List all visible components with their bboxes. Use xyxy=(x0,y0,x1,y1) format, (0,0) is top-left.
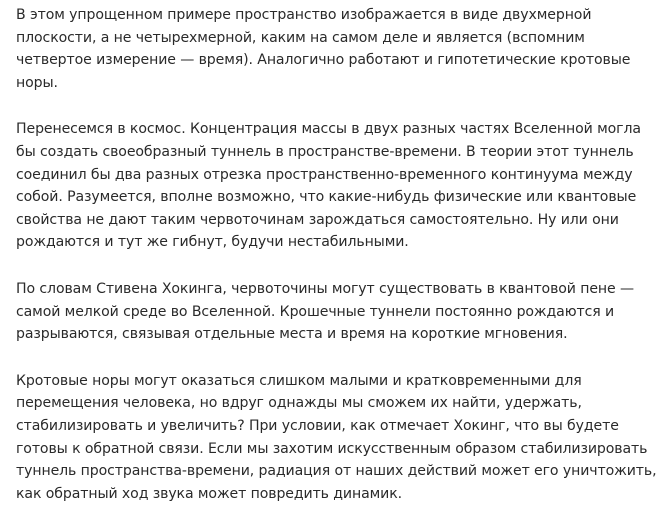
paragraph-spacetime-plane: В этом упрощенном примере пространство изображается в виде двухмерной плоскости, а не четырехмерной, каким на самом деле и является (вспомним четвертое измерение — время). Аналогично работают и гипотетические кротовые норы. xyxy=(16,7,631,91)
paragraph-hawking-quantum-foam: По словам Стивена Хокинга, червоточины могут существовать в квантовой пене — самой мелкой среде во Вселенной. Крошечные туннели постоянно рождаются и разрываются, связывая отдельные места и время на короткие мгновения. xyxy=(16,280,634,343)
paragraph-space-tunnel: Перенесемся в космос. Концентрация массы в двух разных частях Вселенной могла бы создать своеобразный туннель в пространстве-времени. В теории этот туннель соединил бы два разных отрезка пространственно-временного континуума между собой. Разумеется, вполне возможно, что какие-нибудь физические или квантовые свойства не дают таким червоточинам зарождаться самостоятельно. Ну или они рождаются и тут же гибнут, будучи нестабильными. xyxy=(16,121,641,251)
paragraph-wormhole-stabilization: Кротовые норы могут оказаться слишком малыми и кратковременными для перемещения человека, но вдруг однажды мы сможем их найти, удержать, стабилизировать и увеличить? При условии, как отмечает Хокинг, что вы будете готовы к обратной связи. Если мы захотим искусственным образом стабилизировать туннель пространства-времени, радиация от наших действий может его уничтожить, как обратный ход звука может повредить динамик. xyxy=(16,372,657,502)
